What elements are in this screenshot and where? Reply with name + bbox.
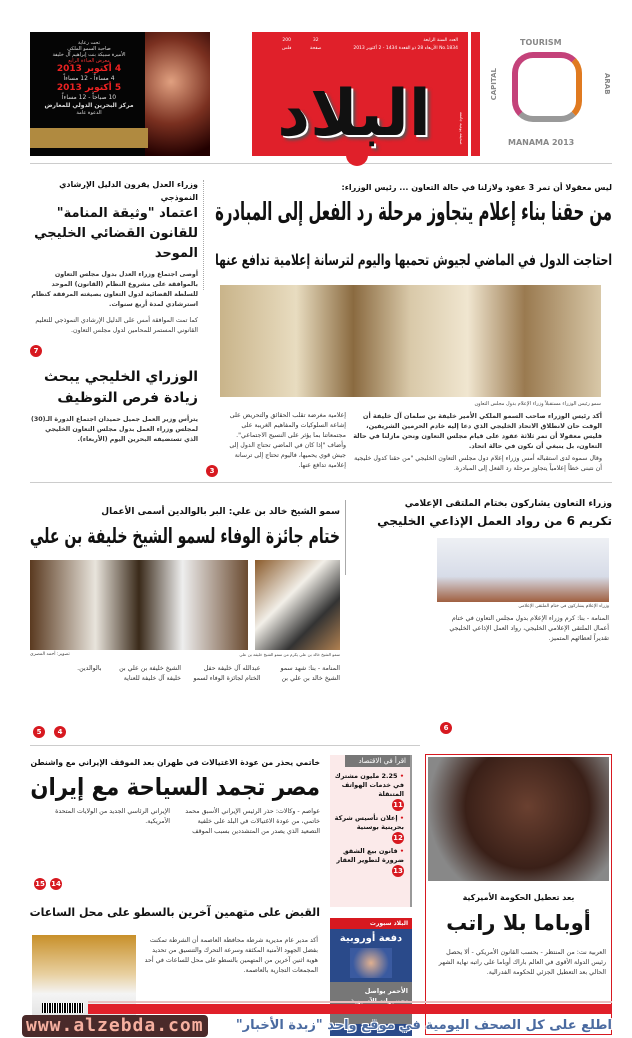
- ministers-headline: تكريم 6 من رواد العمل الإذاعي الخليجي: [377, 514, 612, 528]
- ad-line: تحت رعاية: [77, 40, 101, 46]
- justice-headline: اعتماد "وثيقة المنامة" للقانون القضائي الخليجي الموحد: [34, 206, 198, 261]
- ad-footer-band: [30, 128, 148, 148]
- justice-text-2: كما تمت الموافقة أمس على الدليل الإرشادي النموذجي للتعليم القانوني المستمر للمحامين لدول مجلس التعاون.: [35, 317, 198, 334]
- economy-title: اقرأ في الاقتصاد: [345, 755, 410, 767]
- ministers-kicker: وزراء التعاون يشاركون بختام الملتقى الإعلامي: [404, 499, 612, 509]
- labour-text: يترأس وزير العمل جميل حميدان اجتماع الدورة الـ(30) لمجلس وزراء العمل بدول مجلس التعاون الخليجي الذي تستضيفه البحرين اليوم (الأربعاء).: [30, 416, 198, 443]
- issue-number: No.1834: [439, 46, 458, 51]
- ad-line: صاحبة السمو الملكي: [67, 46, 111, 52]
- lead-caption: سمو رئيس الوزراء مستقبلاً وزراء الإعلام بدول مجلس التعاون: [474, 401, 601, 407]
- justice-kicker: وزراء العدل يقرون الدليل الإرشادي النموذجي: [59, 180, 198, 202]
- obama-text: العربية نت: من المنتظر - بحسب القانون الأمريكي - ألا يحصل رئيس الدولة الأقوى في العالم باراك أوباما على راتبه نهاية الشهر الحالي بعد التعطيل الجزئي للحكومة الفدرالية.: [438, 949, 606, 976]
- economy-item[interactable]: • 2.25 مليون مشترك في خدمات الهواتف المتنقلة 11: [334, 772, 404, 809]
- ministers-caption: وزراء الإعلام يشاركون في ختام الملتقى الإعلامي: [518, 604, 609, 609]
- lead-col-1: أكد رئيس الوزراء صاحب السمو الملكي الأمير خليفة بن سلمان آل خليفة أن الوقت حان لانطلاق الاتحاد الخليجي الذي دعا إليه خادم الحرمين الشريفين، فليس معقولا أن تمر ثلاثة عقود على قيام مجلس التعاون ونحن مازلنا في حالة التعاون، بل ينبغي أن نكون في حالة اتحاد.: [353, 412, 602, 450]
- masthead-strip: [471, 32, 480, 156]
- lead-kicker: ليس معقولا أن تمر 3 عقود ولازلنا في حالة التعاون ... رئيس الوزراء:: [341, 183, 612, 192]
- tagline: صحيفة يومية جامعة: [459, 112, 464, 145]
- economy-item[interactable]: • قانون بيع الشقق ضرورة لتطوير العقار 13: [336, 847, 404, 875]
- pages-count: 32: [312, 38, 319, 43]
- award-caption-1: سمو الشيخ خالد بن علي يكرم من سمو الشيخ خليفة بن علي: [239, 652, 340, 657]
- watermark-promo: اطلع على كل الصحف اليومية في موقع واحد "زبدة الأخبار": [235, 1018, 612, 1033]
- ad-model-image: [145, 32, 210, 156]
- award-photo-1: [255, 560, 340, 650]
- masthead: [252, 32, 468, 156]
- justice-story[interactable]: [30, 178, 198, 357]
- manama-tourism-logo: TOURISM CAPITAL ARAB MANAMA 2013: [490, 38, 611, 147]
- footer-line: [88, 1001, 612, 1003]
- ministers-story[interactable]: [350, 497, 612, 531]
- award-text: المنامة - بنا: شهد سمو الشيخ خالد بن علي بن عبدالله آل خليفة حفل الختام لجائزة الوفاء لسمو الشيخ خليفة بن علي بن خليفة آل خليفة للعناية بالوالدين.: [77, 665, 340, 682]
- lead-subhead: احتاجت الدول في الماضي لجيوش تحميها واليوم لترسانة إعلامية تدافع عنها: [215, 251, 612, 269]
- economy-item[interactable]: • إعلان تأسيس شركة بحرينية بوسنية 12: [334, 814, 404, 842]
- exhibition-ad[interactable]: [30, 32, 210, 156]
- page-ref[interactable]: 3: [206, 465, 218, 477]
- obama-headline: أوباما بلا راتب: [446, 911, 591, 935]
- page-ref[interactable]: 6: [440, 722, 452, 734]
- justice-text: أوصى اجتماع وزراء العدل بدول مجلس التعاون بالموافقة على مشروع النظام (القانون) الموحد للسلطة القضائية لدول التعاون بصيغته المرفقة كنظام استرشادي لمدة أربع سنوات.: [31, 271, 198, 308]
- page-ref[interactable]: 15: [35, 880, 45, 888]
- page-ref[interactable]: 5: [33, 726, 45, 738]
- award-story[interactable]: [30, 505, 340, 553]
- newspaper-name: البلاد: [277, 77, 431, 151]
- page-ref[interactable]: 14: [51, 880, 61, 888]
- ad-date-2: 5 أكتوبر 2013: [56, 83, 122, 93]
- sport-headline: دفعة أوروبية: [339, 933, 403, 944]
- award-kicker: سمو الشيخ خالد بن علي: البر بالوالدين أسمى الأعمال: [101, 507, 340, 517]
- lead-story[interactable]: [215, 182, 612, 274]
- sport-item: الأحمر يواصل: [330, 982, 412, 1024]
- ad-invite: الدعوة عامة: [76, 110, 102, 116]
- ad-line: معرض العباءة الرابع: [68, 58, 110, 64]
- page-ref[interactable]: 7: [30, 345, 42, 357]
- ad-time-1: 4 مساءاً - 12 مساءاً: [63, 75, 115, 82]
- lead-headline: من حقنا بناء إعلام يتجاوز مرحلة رد الفعل إلى المبادرة: [215, 197, 613, 226]
- price: 200: [282, 38, 291, 43]
- economy-box[interactable]: [330, 755, 412, 907]
- award-caption-2: تصوير: أحمد المصري: [30, 652, 70, 657]
- obama-story[interactable]: [425, 754, 612, 1035]
- ad-line: الأميرة سبيكة بنت إبراهيم آل خليفة: [52, 52, 126, 58]
- ministers-photo: [437, 538, 609, 602]
- year: السنة الرابعة: [423, 38, 448, 43]
- sport-photo: [350, 948, 392, 978]
- ad-venue: مركز البحرين الدولي للمعارض: [44, 102, 134, 109]
- ad-date-1: 4 أكتوبر 2013: [56, 64, 122, 74]
- barcode: [42, 1003, 84, 1013]
- page-ref[interactable]: 4: [54, 726, 66, 738]
- ministers-text: المنامة - بنا: كرم وزراء الإعلام بدول مجلس التعاون في ختام أعمال الملتقى الإعلامي الخليجي، رواد العمل الإذاعي الخليجي تقديراً لعطائهم المتميز.: [449, 615, 609, 642]
- arrest-headline[interactable]: القبض على متهمين آخرين بالسطو على محل الساعات: [29, 905, 321, 919]
- labour-headline: الوزراي الخليجي يبحث زيادة فرص التوظيف: [43, 369, 198, 406]
- footer-strip: [88, 1004, 612, 1014]
- labour-story[interactable]: [30, 367, 198, 445]
- iran-headline: مصر تجمد السياحة مع إيران: [30, 773, 320, 801]
- arrest-text: أكد مدير عام مديرية شرطة محافظة العاصمة أن الشرطة تمكنت بفضل الجهود الأمنية المكثفة وسرعة التحرك والتنسيق من تحديد هوية اثنين آخرين من المتهمين بالسطو على محل للساعات في أحد المجمعات التجارية بالعاصمة.: [144, 937, 318, 974]
- price-label: فلس: [282, 46, 292, 51]
- ad-time-2: 10 صباحاً - 12 مساءاً: [61, 94, 117, 101]
- sport-brand: البلاد سبورت: [330, 918, 412, 929]
- obama-kicker: بعد تعطيل الحكومة الأميركية: [462, 893, 575, 902]
- obama-photo: [428, 757, 609, 881]
- watermark-url[interactable]: www.alzebda.com: [22, 1015, 208, 1037]
- iran-story[interactable]: [30, 757, 320, 867]
- lead-col-3: وقال سموه لدى استقباله أمس وزراء إعلام دول مجلس التعاون الخليجي "من حقنا كدول خليجية أن نتبنى خطاً إعلامياً يتجاوز مرحلة رد الفعل إلى المبادرة.: [354, 455, 602, 472]
- award-headline: ختام جائزة الوفاء لسمو الشيخ خليفة بن علي: [29, 524, 340, 548]
- iran-kicker: خاتمي يحذر من عودة الاغتيالات في طهران بعد الموقف الإيراني مع واشنطن: [30, 758, 321, 767]
- pages-label: صفحة: [310, 46, 322, 51]
- date: الأربعاء 28 ذو القعدة 1434 - 2 أكتوبر 2013: [353, 46, 438, 51]
- award-photo-2: [30, 560, 248, 650]
- lead-photo: [220, 285, 601, 397]
- lead-col-2: إعلامية مغرضة تقلب الحقائق والتحريض على إشاعة السلوكيات والمفاهيم الغريبة على مجتمعاتنا بما يؤثر على النسيج الاجتماعي". وأضاف "إذا كان في الماضي تحتاج الدول إلى جيش قوي يحميها، فاليوم تحتاج إلى ترسانة إعلامية تدافع عنها.: [229, 412, 346, 469]
- iran-text: عواصم - وكالات: حذر الرئيس الإيراني الأسبق محمد خاتمي، من عودة الاغتيالات في البلد على خلفية التصعيد الذي يصدر من المتشددين بسبب الموقف الإيراني الرئاسي الجديد من الولايات المتحدة الأمريكية.: [55, 808, 320, 835]
- issue-label: العدد: [448, 38, 458, 43]
